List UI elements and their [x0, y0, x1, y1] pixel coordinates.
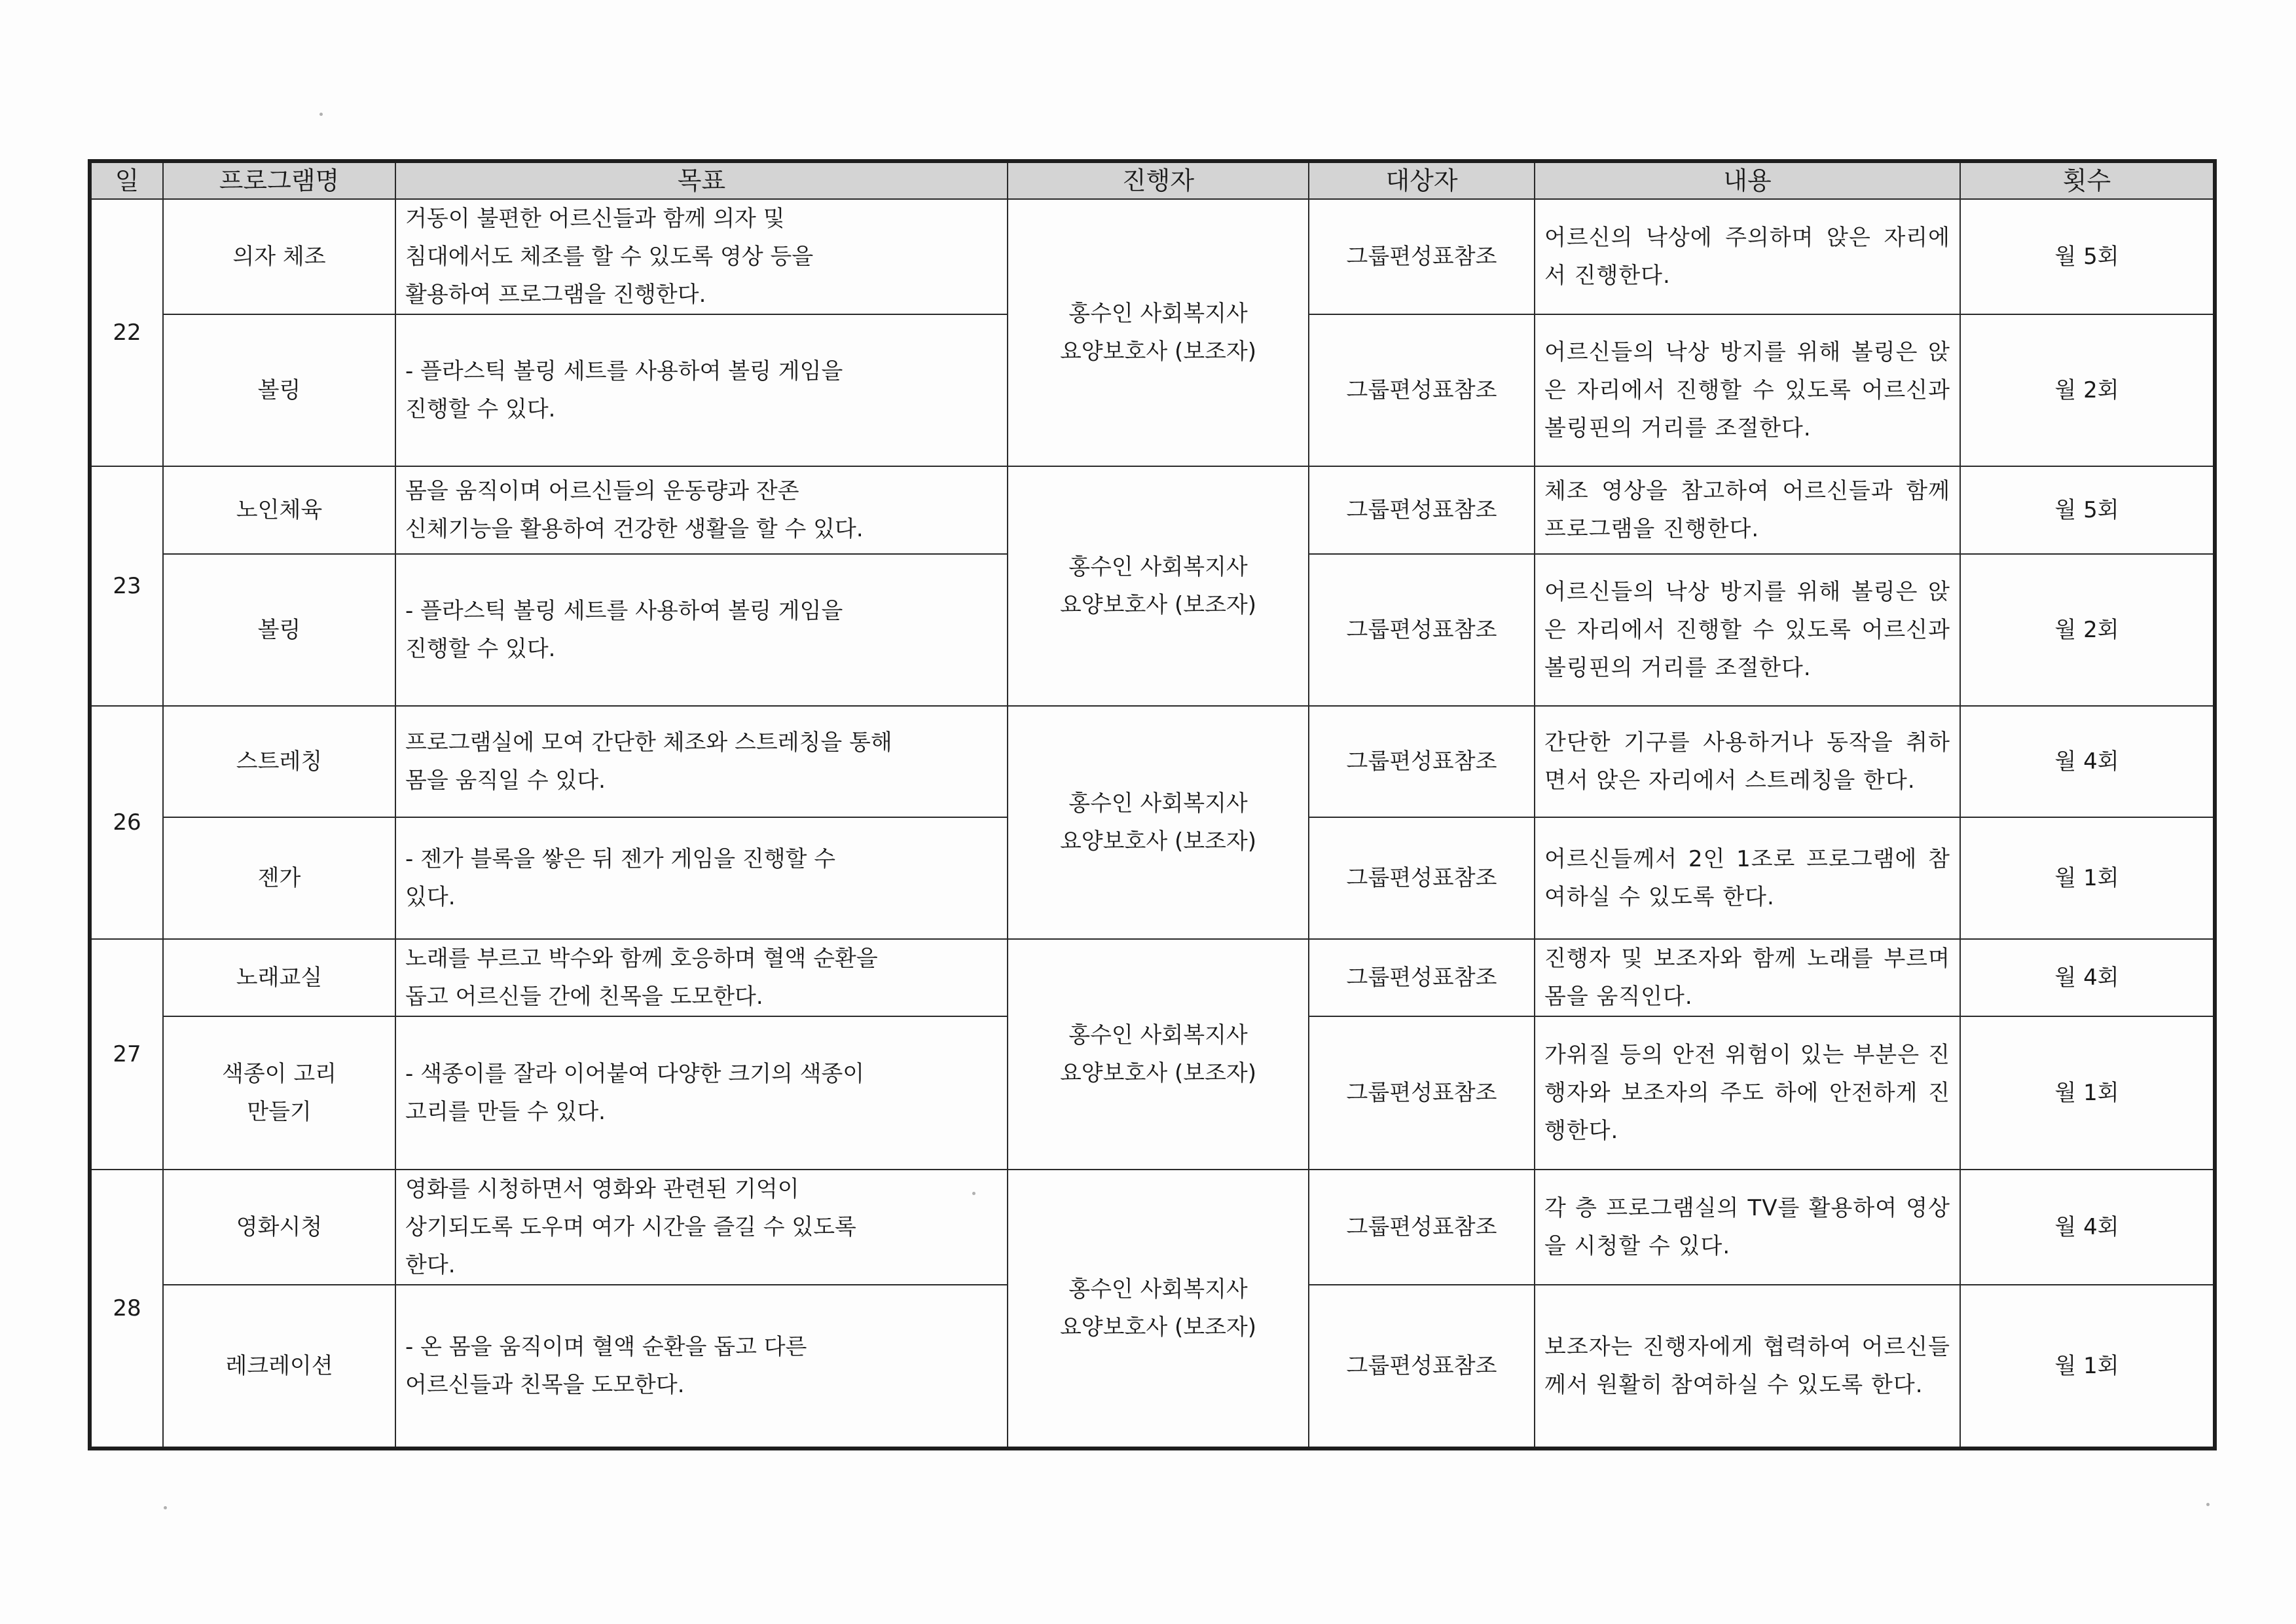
leader-name: 홍수인 사회복지사 — [1068, 554, 1248, 580]
content-cell: 보조자는 진행자에게 협력하여 어르신들께서 원활히 참여하실 수 있도록 한다. — [1535, 1285, 1960, 1449]
leader-cell — [1008, 466, 1309, 706]
day-cell: 27 — [90, 939, 163, 1170]
content-cell: 어르신의 낙상에 주의하며 앉은 자리에서 진행한다. — [1535, 199, 1960, 314]
frequency-cell: 월 5회 — [1960, 466, 2215, 554]
column-header-content: 내용 — [1535, 161, 1960, 199]
leader-name: 홍수인 사회복지사 — [1068, 1276, 1248, 1302]
goal-text: - 플라스틱 볼링 세트를 사용하여 볼링 게임을 진행할 수 있다. — [405, 598, 843, 662]
goal-text: - 플라스틱 볼링 세트를 사용하여 볼링 게임을 진행할 수 있다. — [405, 358, 843, 422]
goal-cell — [395, 199, 1008, 314]
target-cell: 그룹편성표참조 — [1309, 1170, 1535, 1285]
program-name-cell: 볼링 — [163, 314, 395, 466]
table-row — [90, 706, 2215, 817]
frequency-cell: 월 1회 — [1960, 1285, 2215, 1449]
frequency-cell: 월 2회 — [1960, 554, 2215, 706]
target-cell: 그룹편성표참조 — [1309, 199, 1535, 314]
frequency-cell: 월 4회 — [1960, 1170, 2215, 1285]
goal-text: - 색종이를 잘라 이어붙여 다양한 크기의 색종이 고리를 만들 수 있다. — [405, 1061, 865, 1125]
target-cell: 그룹편성표참조 — [1309, 817, 1535, 939]
leader-name: 홍수인 사회복지사 — [1068, 790, 1248, 817]
program-name-cell: 볼링 — [163, 554, 395, 706]
goal-text: - 젠가 블록을 쌓은 뒤 젠가 게임을 진행할 수 있다. — [405, 846, 836, 910]
goal-cell — [395, 314, 1008, 466]
content-cell: 체조 영상을 참고하여 어르신들과 함께 프로그램을 진행한다. — [1535, 466, 1960, 554]
table-row — [90, 1170, 2215, 1285]
day-cell: 23 — [90, 466, 163, 706]
program-schedule-table — [88, 159, 2217, 1450]
scan-speck — [2206, 1503, 2210, 1506]
table-row — [90, 939, 2215, 1016]
frequency-cell: 월 5회 — [1960, 199, 2215, 314]
goal-cell — [395, 939, 1008, 1016]
leader-assistant: 요양보호사 (보조자) — [1059, 339, 1257, 365]
target-cell: 그룹편성표참조 — [1309, 314, 1535, 466]
column-header-day: 일 — [90, 161, 163, 199]
scan-speck — [319, 113, 323, 116]
leader-cell — [1008, 1170, 1309, 1449]
leader-name: 홍수인 사회복지사 — [1068, 1022, 1248, 1048]
program-name-cell: 노래교실 — [163, 939, 395, 1016]
program-name-cell: 스트레칭 — [163, 706, 395, 817]
table-row — [90, 199, 2215, 314]
goal-cell — [395, 817, 1008, 939]
leader-assistant: 요양보호사 (보조자) — [1059, 828, 1257, 855]
frequency-cell: 월 1회 — [1960, 817, 2215, 939]
frequency-cell: 월 4회 — [1960, 706, 2215, 817]
content-cell: 어르신들의 낙상 방지를 위해 볼링은 앉은 자리에서 진행할 수 있도록 어르신과 볼링핀의 거리를 조절한다. — [1535, 314, 1960, 466]
leader-assistant: 요양보호사 (보조자) — [1059, 1060, 1257, 1086]
column-header-program: 프로그램명 — [163, 161, 395, 199]
column-header-target: 대상자 — [1309, 161, 1535, 199]
goal-text: 거동이 불편한 어르신들과 함께 의자 및 침대에서도 체조를 할 수 있도록 영상 등을 활용하여 프로그램을 진행한다. — [405, 206, 814, 308]
frequency-cell: 월 1회 — [1960, 1016, 2215, 1170]
frequency-cell: 월 2회 — [1960, 314, 2215, 466]
goal-text: 몸을 움직이며 어르신들의 운동량과 잔존 신체기능을 활용하여 건강한 생활을 할 수 있다. — [405, 478, 864, 542]
target-cell: 그룹편성표참조 — [1309, 1016, 1535, 1170]
goal-text: - 온 몸을 움직이며 혈액 순환을 돕고 다른 어르신들과 친목을 도모한다. — [405, 1334, 807, 1398]
content-cell: 각 층 프로그램실의 TV를 활용하여 영상을 시청할 수 있다. — [1535, 1170, 1960, 1285]
program-name-text: 색종이 고리 만들기 — [221, 1061, 337, 1125]
leader-cell — [1008, 199, 1309, 466]
program-name-cell: 노인체육 — [163, 466, 395, 554]
leader-assistant: 요양보호사 (보조자) — [1059, 592, 1257, 618]
goal-cell — [395, 706, 1008, 817]
goal-cell — [395, 1016, 1008, 1170]
program-name-cell: 젠가 — [163, 817, 395, 939]
column-header-goal: 목표 — [395, 161, 1008, 199]
program-name-cell: 영화시청 — [163, 1170, 395, 1285]
goal-cell — [395, 1285, 1008, 1449]
table-row — [90, 466, 2215, 554]
target-cell: 그룹편성표참조 — [1309, 466, 1535, 554]
program-name-cell — [163, 1016, 395, 1170]
program-name-cell: 레크레이션 — [163, 1285, 395, 1449]
leader-cell — [1008, 706, 1309, 939]
content-cell: 어르신들의 낙상 방지를 위해 볼링은 앉은 자리에서 진행할 수 있도록 어르신과 볼링핀의 거리를 조절한다. — [1535, 554, 1960, 706]
goal-cell — [395, 554, 1008, 706]
target-cell: 그룹편성표참조 — [1309, 1285, 1535, 1449]
target-cell: 그룹편성표참조 — [1309, 706, 1535, 817]
goal-cell — [395, 1170, 1008, 1285]
goal-text: 노래를 부르고 박수와 함께 호응하며 혈액 순환을 돕고 어르신들 간에 친목을 도모한다. — [405, 946, 878, 1010]
goal-text: 프로그램실에 모여 간단한 체조와 스트레칭을 통해 몸을 움직일 수 있다. — [405, 729, 892, 794]
target-cell: 그룹편성표참조 — [1309, 554, 1535, 706]
content-cell: 간단한 기구를 사용하거나 동작을 취하면서 앉은 자리에서 스트레칭을 한다. — [1535, 706, 1960, 817]
goal-text: 영화를 시청하면서 영화와 관련된 기억이 상기되도록 도우며 여가 시간을 즐길 수 있도록 한다. — [405, 1176, 856, 1278]
program-name-cell: 의자 체조 — [163, 199, 395, 314]
day-cell: 26 — [90, 706, 163, 939]
header-row — [90, 161, 2215, 199]
frequency-cell: 월 4회 — [1960, 939, 2215, 1016]
column-header-leader: 진행자 — [1008, 161, 1309, 199]
scan-speck — [164, 1506, 167, 1509]
target-cell: 그룹편성표참조 — [1309, 939, 1535, 1016]
day-cell: 28 — [90, 1170, 163, 1449]
content-cell: 가위질 등의 안전 위험이 있는 부분은 진행자와 보조자의 주도 하에 안전하게 진행한다. — [1535, 1016, 1960, 1170]
content-cell: 어르신들께서 2인 1조로 프로그램에 참여하실 수 있도록 한다. — [1535, 817, 1960, 939]
leader-assistant: 요양보호사 (보조자) — [1059, 1314, 1257, 1340]
leader-name: 홍수인 사회복지사 — [1068, 301, 1248, 327]
column-header-frequency: 횟수 — [1960, 161, 2215, 199]
goal-cell — [395, 466, 1008, 554]
leader-cell — [1008, 939, 1309, 1170]
content-cell: 진행자 및 보조자와 함께 노래를 부르며 몸을 움직인다. — [1535, 939, 1960, 1016]
day-cell: 22 — [90, 199, 163, 466]
